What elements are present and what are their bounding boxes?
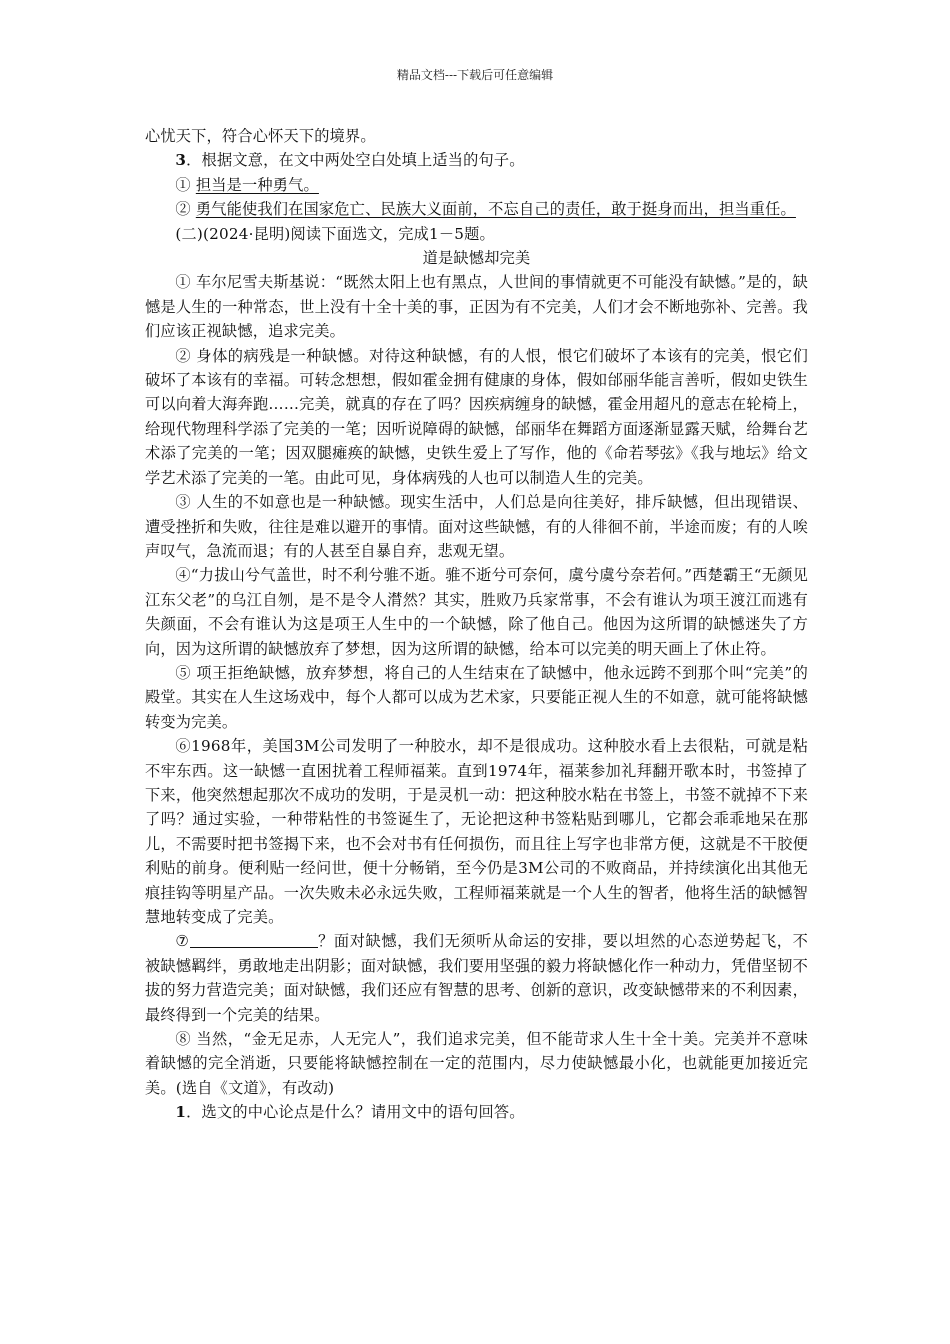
paragraph-6: ⑥1968年，美国3M公司发明了一种胶水，却不是很成功。这种胶水看上去很粘，可就是粘不牢东西。这一缺憾一直困扰着工程师福莱。直到1974年，福莱参加礼拜翻开歌本时，书签掉了下来，他突然想起那次不成功的发明，于是灵机一动：把这种胶水粘在书签上，书签不就掉不下来了吗？通过实验，一种带粘性的书签诞生了，无论把这种书签粘贴到哪儿，它都会乖乖地呆在那儿，不需要时把书签揭下来，也不会对书有任何损伤，而且往上写字也非常方便，这就是不干胶便利贴的前身。便利贴一经问世，便十分畅销，至今仍是3M公司的不败商品，并持续演化出其他无痕挂钩等明星产品。一次失败未必永远失败，工程师福莱就是一个人生的智者，他将生活的缺憾智慧地转变成了完美。 xyxy=(145,737,808,926)
answer-marker: ② xyxy=(175,200,191,219)
paragraph-2: ② 身体的病残是一种缺憾。对待这种缺憾，有的人恨，恨它们破坏了本该有的完美，恨它们破坏了本该有的幸福。可转念想想，假如霍金拥有健康的身体，假如邰丽华能言善听，假如史铁生可以向着大海奔跑……完美，就真的存在了吗？因疾病缠身的缺憾，霍金用超凡的意志在轮椅上，给现代物理科学添了完美的一笔；因听说障碍的缺憾，邰丽华在舞蹈方面逐渐显露天赋，给舞台艺术添了完美的一笔；因双腿瘫痪的缺憾，史铁生爱上了写作，他的《命若琴弦》《我与地坛》给文学艺术添了完美的一笔。由此可见，身体病残的人也可以制造人生的完美。 xyxy=(145,346,808,487)
document-body xyxy=(145,124,808,1125)
paragraph-marker: ⑦ xyxy=(175,932,190,951)
fill-in-blank xyxy=(190,932,318,948)
answer-text: 担当是一种勇气。 xyxy=(195,175,319,194)
text-line: 心忧天下，符合心怀天下的境界。 xyxy=(145,127,376,145)
article-title: 道是缺憾却完美 xyxy=(422,249,531,268)
answer-marker: ① xyxy=(175,175,191,194)
section-intro: (二)(2024·昆明)阅读下面选文，完成1－5题。 xyxy=(175,224,495,243)
paragraph-7 xyxy=(145,929,808,1027)
paragraph-3: ③ 人生的不如意也是一种缺憾。现实生活中，人们总是向往美好，排斥缺憾，但出现错误、遭受挫折和失败，往往是难以避开的事情。面对这些缺憾，有的人徘徊不前，半途而废；有的人唉声叹气，急流而退；有的人甚至自暴自弃，悲观无望。 xyxy=(145,493,808,560)
paragraph-4: ④“力拔山兮气盖世，时不利兮骓不逝。骓不逝兮可奈何，虞兮虞兮奈若何。”西楚霸王“无颜见江东父老”的乌江自刎，是不是令人潸然？其实，胜败乃兵家常事，不会有谁认为项王渡江而逃有失颜面，不会有谁认为这是项王人生中的一个缺憾，除了他自己。他因为这所谓的缺憾迷失了方向，因为这所谓的缺憾放弃了梦想，因为这所谓的缺憾，给本可以完美的明天画上了休止符。 xyxy=(145,566,808,658)
question-text: ．根据文意，在文中两处空白处填上适当的句子。 xyxy=(186,151,525,170)
answer-text: 勇气能使我们在国家危亡、民族大义面前，不忘自己的责任，敢于挺身而出，担当重任。 xyxy=(195,200,796,219)
paragraph-text: ？面对缺憾，我们无须听从命运的安排，要以坦然的心态逆势起飞，不被缺憾羁绊，勇敢地走出阴影；面对缺憾，我们要用坚强的毅力将缺憾化作一种动力，凭借坚韧不拔的努力营造完美；面对缺憾，我们还应有智慧的思考、创新的意识，改变缺憾带来的不利因素，最终得到一个完美的结果。 xyxy=(145,932,808,1024)
paragraph-8: ⑧ 当然，“金无足赤，人无完人”，我们追求完美，但不能苛求人生十全十美。完美并不意味着缺憾的完全消逝，只要能将缺憾控制在一定的范围内，尽力使缺憾最小化，也就能更加接近完美。(选自《文道》，有改动) xyxy=(145,1030,808,1097)
paragraph-5: ⑤ 项王拒绝缺憾，放弃梦想，将自己的人生结束在了缺憾中，他永远跨不到那个叫“完美”的殿堂。其实在人生这场戏中，每个人都可以成为艺术家，只要能正视人生的不如意，就可能将缺憾转变为完美。 xyxy=(145,663,808,731)
question-1 xyxy=(145,1100,808,1124)
question-3 xyxy=(145,148,808,172)
question-number: 1 xyxy=(175,1103,187,1122)
answer-1 xyxy=(145,173,808,197)
question-text: ．选文的中心论点是什么？请用文中的语句回答。 xyxy=(186,1103,525,1122)
answer-2 xyxy=(145,197,808,221)
page-header: 精品文档---下载后可任意编辑 xyxy=(396,68,554,82)
question-number: 3 xyxy=(175,151,187,170)
paragraph-1: ① 车尔尼雪夫斯基说：“既然太阳上也有黑点，人世间的事情就更不可能没有缺憾。”是的，缺憾是人生的一种常态，世上没有十全十美的事，正因为有不完美，人们才会不断地弥补、完善。我们应该正视缺憾，追求完美。 xyxy=(145,273,808,341)
